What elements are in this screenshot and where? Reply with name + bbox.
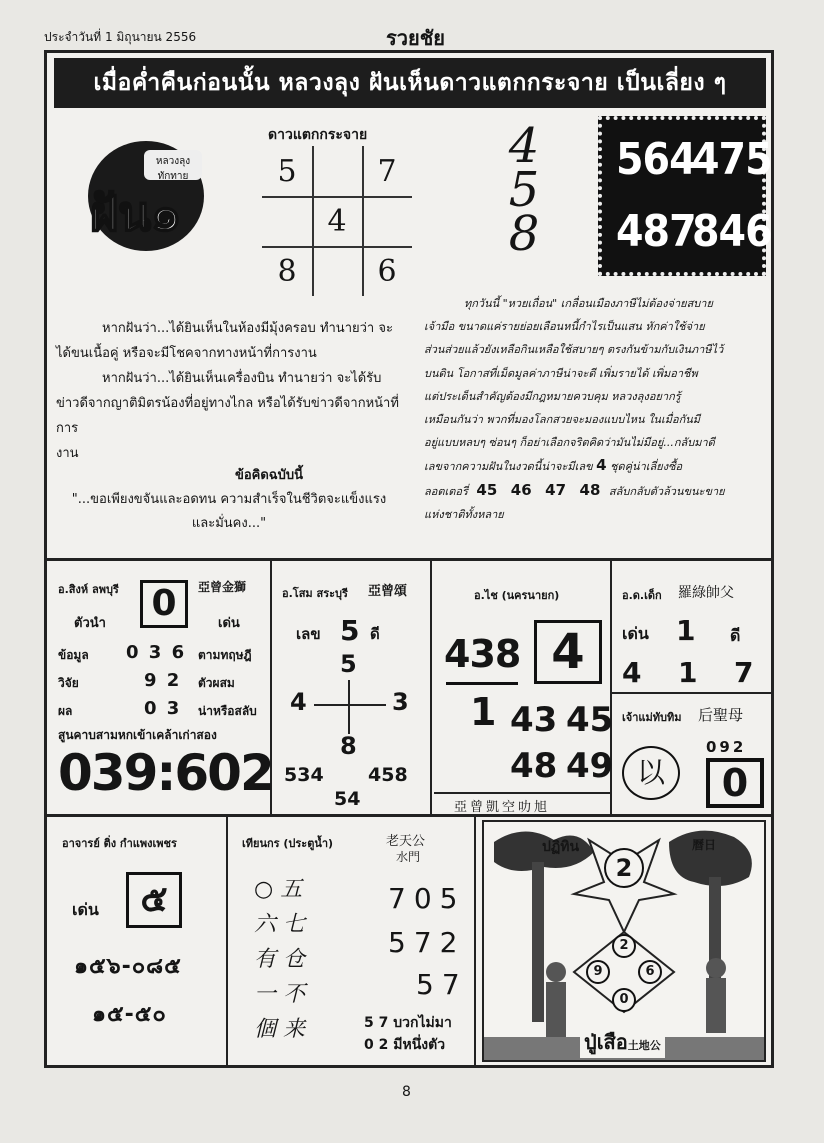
panel-thian (228, 820, 474, 1066)
stat-row-note: ตามทฤษฎี (198, 648, 252, 662)
headline-banner: เมื่อค่ำคืนก่อนนั้น หลวงลุง ฝันเห็นดาวแตกกระจาย เป็นเลี่ยง ๆ (54, 58, 766, 108)
section-divider (44, 814, 774, 817)
thian-footer: 0 2 มีหนึ่งตัว (364, 1037, 446, 1053)
lucky-number: 487 (616, 206, 696, 257)
stat-row-nums: 0 3 (144, 698, 182, 719)
cross-right: 3 (392, 688, 409, 716)
motto-title: ข้อคิดฉบับนี้ (234, 468, 304, 483)
som-number: 54 (334, 788, 361, 810)
thian-number: 57 (416, 968, 468, 1001)
lucky-pair: 48 (579, 480, 601, 499)
grid-cell: 4 (327, 204, 347, 239)
chai-number: 48 (510, 746, 558, 786)
dek-number: 7 (734, 656, 754, 689)
lucky-number-box (598, 116, 772, 276)
panel-tubtim (612, 694, 772, 814)
motto-line: และมั่นคง..." (191, 516, 267, 531)
lucky-pair: 46 (510, 480, 532, 499)
panel-label: อาจารย์ ติ่ง กำแพงเพชร (62, 837, 177, 850)
brush-text: ○ 五 六 七 有 仓 一 不 個 来 (254, 877, 305, 1042)
issue-date: ประจำวันที่ 1 มิถุนายน 2556 (44, 30, 197, 44)
panel-chinese: 后聖母 (698, 706, 744, 724)
logo-big-text: ฝัน๑ (90, 186, 182, 242)
thian-number: 572 (388, 926, 466, 959)
ding-box-digit: ๕ (126, 872, 182, 928)
cross-line (348, 680, 350, 734)
panel-dek (612, 566, 772, 692)
stat-row-note: ตัวผสม (198, 676, 235, 690)
panel-label: เทียนกร (ประตูน้ำ) (242, 837, 334, 850)
grid-cell: 5 (277, 154, 297, 189)
stat-row-label: วิจัย (58, 676, 79, 690)
chai-number: 1 (470, 690, 497, 734)
stat-row-nums: 0 3 6 (126, 642, 187, 663)
grid-cell: 6 (377, 254, 397, 289)
panel-chai (432, 566, 614, 815)
panel-singh (48, 566, 273, 812)
panel-label: อ.ด.เด็ก (622, 589, 662, 602)
page-number: 8 (402, 1084, 411, 1100)
panel-calendar (482, 820, 766, 1062)
stat-row-note: น่าหรือสลับ (198, 704, 257, 718)
stat-row-label: ข้อมูล (58, 648, 89, 662)
panel-label: อ.สิงห์ ลพบุรี (58, 583, 119, 596)
calendar-title-cn: 曆日 (692, 838, 717, 852)
den-number: 1 (676, 614, 696, 647)
play-label: เด่น (218, 616, 240, 631)
cross-left: 4 (290, 688, 307, 716)
ding-number: ๑๕๖-๐๘๕ (74, 954, 182, 979)
panel-chinese: 羅綠帥父 (678, 585, 734, 601)
dream-interpretation: หากฝันว่า...ได้ยินเห็นในห้องมีมุ้งครอบ ทำนายว่า จะ ได้ขนเนื้อคู่ หรือจะมีโชคจากทางหน้าที่การงาน หากฝันว่า...ได้ยินเห็นเครื่องบิน ทำนายว่า จะได้รับ ข่าวดีจากญาติมิตรน้องที่อยู่ทางไกล หรือได้รับข่าวดีจากหน้าที่การ งาน (56, 321, 399, 461)
tubtim-number: 092 (706, 738, 747, 756)
grid-cell: 8 (277, 254, 297, 289)
panel-chinese: 水門 (396, 850, 421, 864)
den-label: เด่น (622, 624, 649, 643)
calendar-digit: 2 (612, 934, 636, 958)
den-suffix: ดี (730, 626, 741, 645)
motto-block (56, 464, 402, 536)
chai-big: 438 (444, 632, 521, 676)
cross-bottom: 8 (340, 732, 357, 760)
ding-number: ๑๕-๕๐ (92, 1002, 167, 1027)
panel-chinese: 亞曾頌 (368, 584, 408, 599)
stat-row-label: ผล (58, 704, 73, 718)
lead-label: ตัวนำ (74, 616, 106, 631)
logo-small-text: หลวงลุง ทักทาย (155, 156, 191, 182)
som-number: 458 (368, 764, 408, 786)
calendar-digit: 6 (638, 960, 662, 984)
chai-number: 45 (566, 700, 614, 740)
lek-suffix: ดี (370, 625, 380, 643)
cross-line (314, 704, 386, 706)
cross-top: 5 (340, 650, 357, 678)
lucky-number: 475 (692, 134, 772, 185)
panel-ding (48, 820, 224, 1066)
chai-box-digit: 4 (534, 620, 602, 684)
dek-number: 4 (622, 656, 642, 689)
brand-logo: รวยชัย (386, 26, 445, 50)
grid-cell: 7 (377, 154, 397, 189)
panel-footer: สูนคาบสามหกเข้าเคล้าเก่าสอง (58, 728, 217, 742)
hand-digit: 8 (508, 206, 540, 262)
calendar-digit: 0 (612, 988, 636, 1012)
panel-label: อ.ไช (นครนายก) (474, 589, 560, 602)
lucky-pair: 45 (476, 480, 498, 499)
som-number: 534 (284, 764, 324, 786)
motto-line: "...ขอเพียงขจันและอดทน ความสำเร็จในชีวิตจะแข็งแรง (71, 492, 387, 507)
big-number: 039:602 (58, 744, 273, 802)
dek-number: 1 (678, 656, 698, 689)
thian-number: 705 (388, 882, 466, 915)
den-label: เด่น (72, 900, 99, 919)
section-divider (44, 558, 774, 561)
lucky-number: 564 (616, 134, 696, 185)
panel-chinese: 亞曾金獅 (198, 580, 247, 594)
chai-number: 49 (566, 746, 614, 786)
panel-label: อ.โสม สระบุรี (282, 587, 348, 600)
lek-number: 5 (340, 614, 360, 647)
panel-chinese: 亞曾凱空叻旭 (454, 800, 551, 815)
chai-number: 43 (510, 700, 558, 740)
calendar-title: ปฏิทิน (542, 839, 580, 855)
hand-digit: 4 (508, 118, 540, 174)
lek-label: เลข (296, 625, 321, 643)
lead-digit-box: 0 (140, 580, 188, 628)
thian-footer: 5 7 บวกไม่มา (364, 1015, 452, 1031)
tubtim-box-digit: 0 (706, 758, 764, 808)
panel-label: เจ้าแม่ทับทิม (622, 711, 682, 724)
calendar-digit: 2 (604, 848, 644, 888)
panel-chinese: 老天公 (386, 834, 426, 849)
number-grid (262, 146, 412, 296)
calendar-caption: ปู่เสือ土地公 (580, 1026, 665, 1058)
grid-title: ดาวแตกกระจาย (268, 127, 368, 143)
hand-digit: 5 (508, 162, 540, 218)
calendar-digit: 9 (586, 960, 610, 984)
article-text: ทุกวันนี้ "หวยเถื่อน" เกลื่อนเมืองภาษีไม่ต้องจ่ายสบาย เจ้ามือ ขนาดแค่รายย่อยเลือนหนี้กำไรเป็นแสน หักค่าใช้จ่าย ส่วนส่วยแล้วยังเหลือกินเหลือใช้สบายๆ ตรงกันข้ามกับเงินภาษีไว้ บนดิน โอกาสที่เม็ดมูลค่าภาษีน่าจะดี เพิ่มรายได้ เพิ่มอาชีพ แต่ประเด็นสำคัญต้องมีกฎหมายควบคุม หลวงลุงอยากรู้ เหมือนกันว่า พวกที่มองโลกสวยจะมองแบบไหน ในเมื่อกันมี อยู่แบบหลบๆ ซ่อนๆ ก็อย่าเลือกจริตคิดว่ามันไม่มีอยู่...กลับมาดี เลขจากความฝันในงวดนี้น่าจะมีเลข 4 ชุดคู่น่าเลี่ยงซื้อ ลอตเตอรี่ 45 46 47 48 สลับกลับตัวล้วนขนะขาย แห่งชาติทั้งหลาย (424, 297, 725, 521)
lucky-pair: 47 (545, 480, 567, 499)
circle-glyph: 以 (622, 746, 680, 800)
dream-logo (84, 138, 214, 263)
panel-som (272, 566, 430, 812)
lucky-number: 846 (692, 206, 772, 257)
stat-row-nums: 9 2 (144, 670, 182, 691)
handwritten-digits (494, 118, 554, 262)
